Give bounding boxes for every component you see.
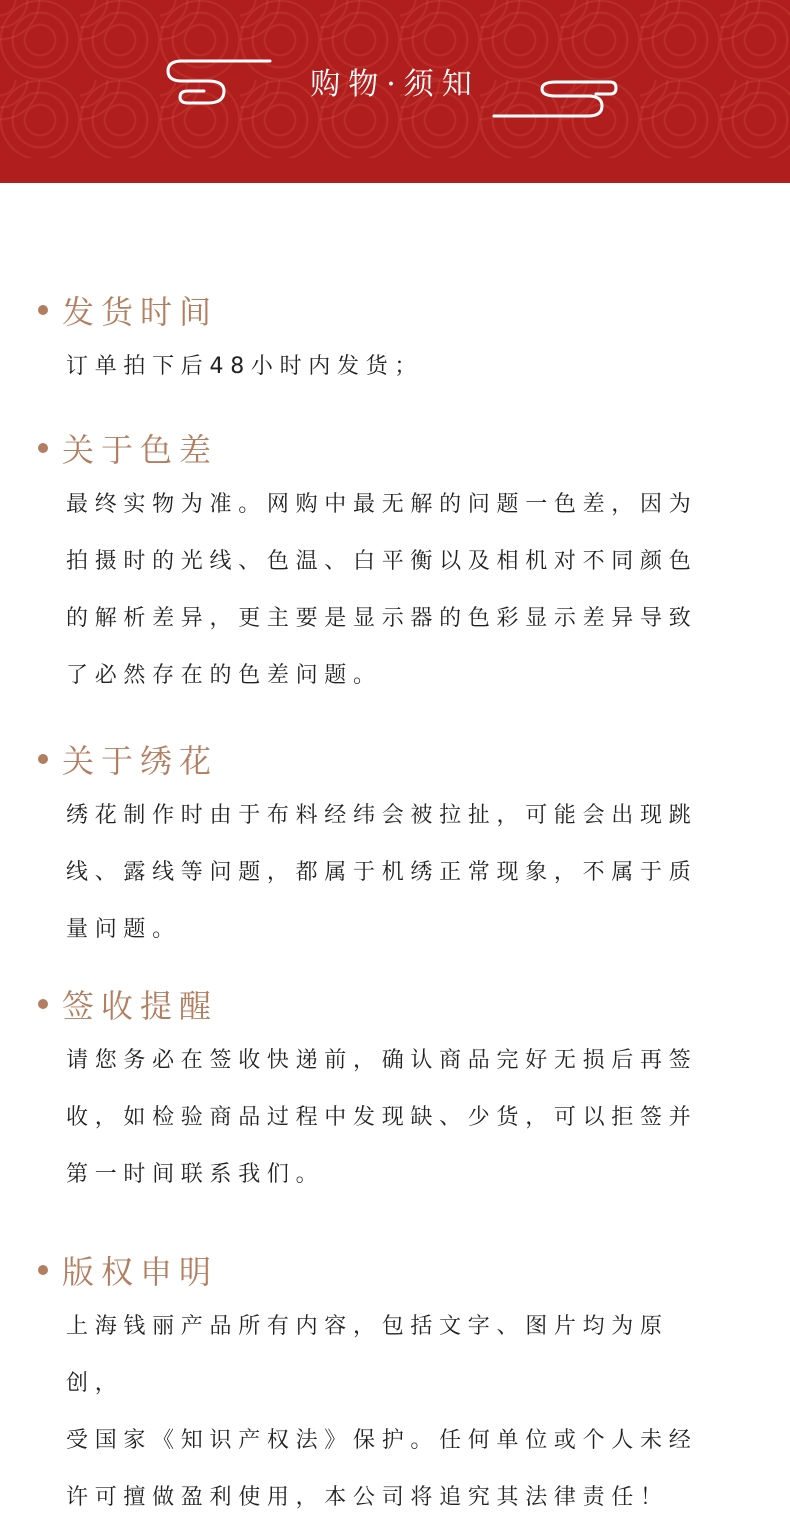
section-color-difference [38, 428, 738, 704]
section-title: 关于绣花 [62, 742, 219, 780]
banner-base [0, 158, 790, 183]
section-body [66, 476, 716, 704]
section-title: 版权申明 [62, 1253, 219, 1291]
section-header [38, 290, 738, 330]
body-line: 线、露线等问题，都属于机绣正常现象，不属于质 [66, 860, 698, 885]
section-header [38, 428, 738, 468]
body-line: 的解析差异，更主要是显示器的色彩显示差异导致 [66, 606, 698, 631]
body-line: 许可擅做盈利使用，本公司将追究其法律责任！ [66, 1485, 669, 1510]
section-title: 发货时间 [62, 293, 219, 331]
bullet-dot-icon [38, 1265, 48, 1275]
bullet-dot-icon [38, 754, 48, 764]
cloud-scroll-right-icon [492, 76, 622, 122]
section-sign-reminder [38, 984, 738, 1203]
section-title: 签收提醒 [62, 987, 219, 1025]
page-title: 购物·须知 [310, 67, 480, 102]
section-header [38, 739, 738, 779]
body-line: 订单拍下后48小时内发货； [66, 354, 424, 379]
section-embroidery [38, 739, 738, 958]
section-body [66, 1032, 716, 1203]
section-header [38, 1250, 738, 1290]
body-line: 请您务必在签收快递前，确认商品完好无损后再签 [66, 1048, 698, 1073]
body-line: 受国家《知识产权法》保护。任何单位或个人未经 [66, 1428, 698, 1453]
section-header [38, 984, 738, 1024]
section-title: 关于色差 [62, 431, 219, 469]
body-line: 收，如检验商品过程中发现缺、少货，可以拒签并 [66, 1105, 698, 1130]
body-line: 绣花制作时由于布料经纬会被拉扯，可能会出现跳 [66, 803, 698, 828]
section-body [66, 1298, 716, 1526]
body-line: 拍摄时的光线、色温、白平衡以及相机对不同颜色 [66, 549, 698, 574]
bullet-dot-icon [38, 999, 48, 1009]
section-copyright [38, 1250, 738, 1526]
section-body [66, 338, 716, 395]
body-line: 量问题。 [66, 917, 181, 942]
body-line: 第一时间联系我们。 [66, 1162, 325, 1187]
body-line: 上海钱丽产品所有内容，包括文字、图片均为原创， [66, 1314, 669, 1396]
body-line: 最终实物为准。网购中最无解的问题一色差，因为 [66, 492, 698, 517]
bullet-dot-icon [38, 305, 48, 315]
section-shipping-time [38, 290, 738, 395]
body-line: 了必然存在的色差问题。 [66, 663, 382, 688]
bullet-dot-icon [38, 443, 48, 453]
header-banner [0, 0, 790, 183]
section-body [66, 787, 716, 958]
